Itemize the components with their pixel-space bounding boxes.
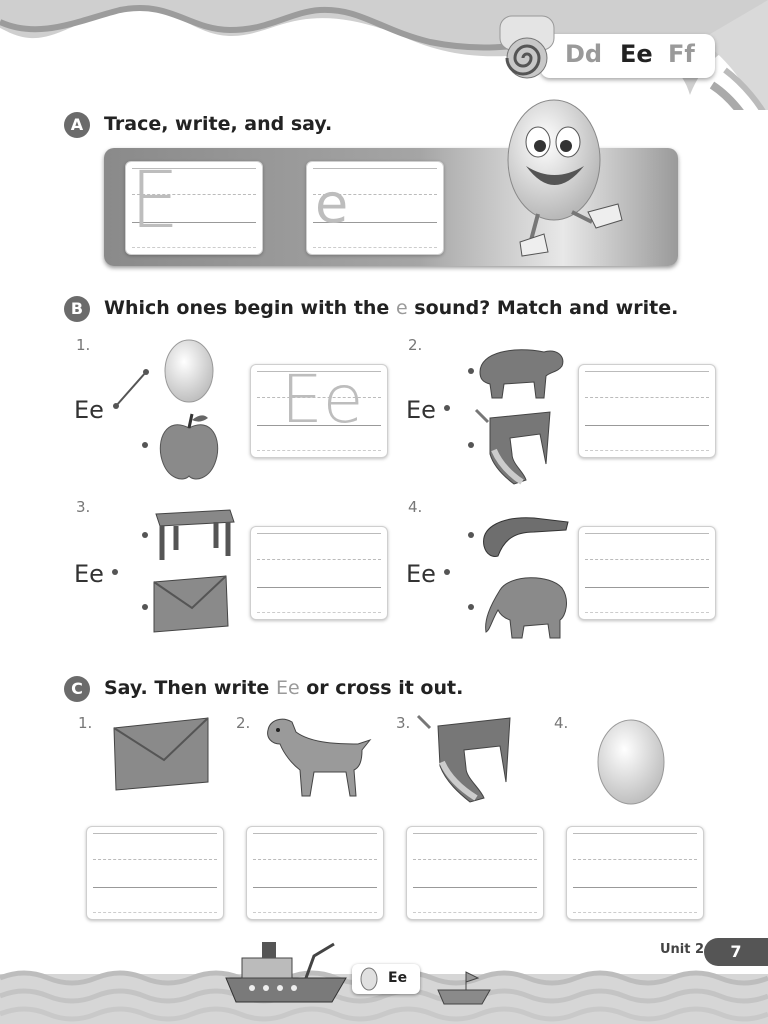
footer-egg-card	[352, 964, 420, 994]
dog-icon	[262, 714, 374, 800]
match-dot[interactable]	[468, 604, 474, 610]
match-dot[interactable]	[142, 532, 148, 538]
match-dot[interactable]	[112, 569, 118, 575]
b-item-2-label: Ee	[406, 396, 436, 424]
match-dot[interactable]	[142, 604, 148, 610]
c-item-1-number: 1.	[78, 714, 93, 732]
trace-box-upper[interactable]	[125, 156, 263, 255]
trace-box-lower[interactable]	[306, 161, 444, 255]
section-c-badge: C	[64, 676, 90, 702]
c-item-2-number: 2.	[236, 714, 251, 732]
egg-mascot-icon	[360, 967, 378, 991]
letter-ff: Ff	[668, 40, 695, 68]
match-dot[interactable]	[444, 569, 450, 575]
envelope-icon	[150, 574, 230, 634]
table-icon	[150, 504, 236, 564]
section-b-title: Which ones begin with the e sound? Match and write.	[104, 297, 679, 319]
letter-tab	[540, 34, 715, 78]
egg-icon	[162, 336, 216, 404]
c-item-3-write-box[interactable]	[406, 826, 544, 920]
elbow-icon	[414, 712, 514, 804]
section-a-title: Trace, write, and say.	[104, 113, 333, 135]
trace-letter-upper: E	[130, 156, 180, 246]
b-item-3-number: 3.	[76, 498, 91, 516]
b-item-1-label: Ee	[74, 396, 104, 424]
envelope-icon	[110, 716, 212, 792]
page-number: 7	[704, 938, 768, 966]
trace-letter-lower: e	[315, 172, 349, 235]
egg-mascot-icon	[492, 94, 632, 264]
elbow-icon	[470, 404, 560, 488]
small-boat-icon	[436, 970, 492, 1006]
c-item-4-number: 4.	[554, 714, 569, 732]
match-line	[112, 366, 152, 410]
b-item-1-number: 1.	[76, 336, 91, 354]
b-item-4-number: 4.	[408, 498, 423, 516]
scroll-icon	[494, 14, 560, 80]
b-item-4-label: Ee	[406, 560, 436, 588]
letter-ee: Ee	[620, 40, 653, 68]
section-c-title: Say. Then write Ee or cross it out.	[104, 677, 464, 699]
b-item-2-write-box[interactable]	[578, 364, 716, 458]
c-item-1-write-box[interactable]	[86, 826, 224, 920]
elephant-icon	[480, 570, 570, 642]
b-item-1-write-box[interactable]	[250, 361, 388, 458]
b-item-3-label: Ee	[74, 560, 104, 588]
section-a-badge: A	[64, 112, 90, 138]
ship-icon	[222, 936, 352, 1006]
match-dot[interactable]	[142, 442, 148, 448]
b-item-4-write-box[interactable]	[578, 526, 716, 620]
b-item-1-trace: Ee	[281, 361, 364, 438]
section-b-badge: B	[64, 296, 90, 322]
b-item-2-number: 2.	[408, 336, 423, 354]
egg-icon	[594, 716, 668, 806]
apple-icon	[156, 410, 222, 482]
b-item-3-write-box[interactable]	[250, 526, 388, 620]
match-dot[interactable]	[444, 405, 450, 411]
footer-ee-label: Ee	[388, 970, 408, 986]
c-item-3-number: 3.	[396, 714, 411, 732]
bear-icon	[474, 342, 566, 402]
crocodile-icon	[474, 506, 570, 562]
c-item-4-write-box[interactable]	[566, 826, 704, 920]
unit-label: Unit 2	[660, 942, 705, 957]
c-item-2-write-box[interactable]	[246, 826, 384, 920]
letter-dd: Dd	[565, 40, 603, 68]
